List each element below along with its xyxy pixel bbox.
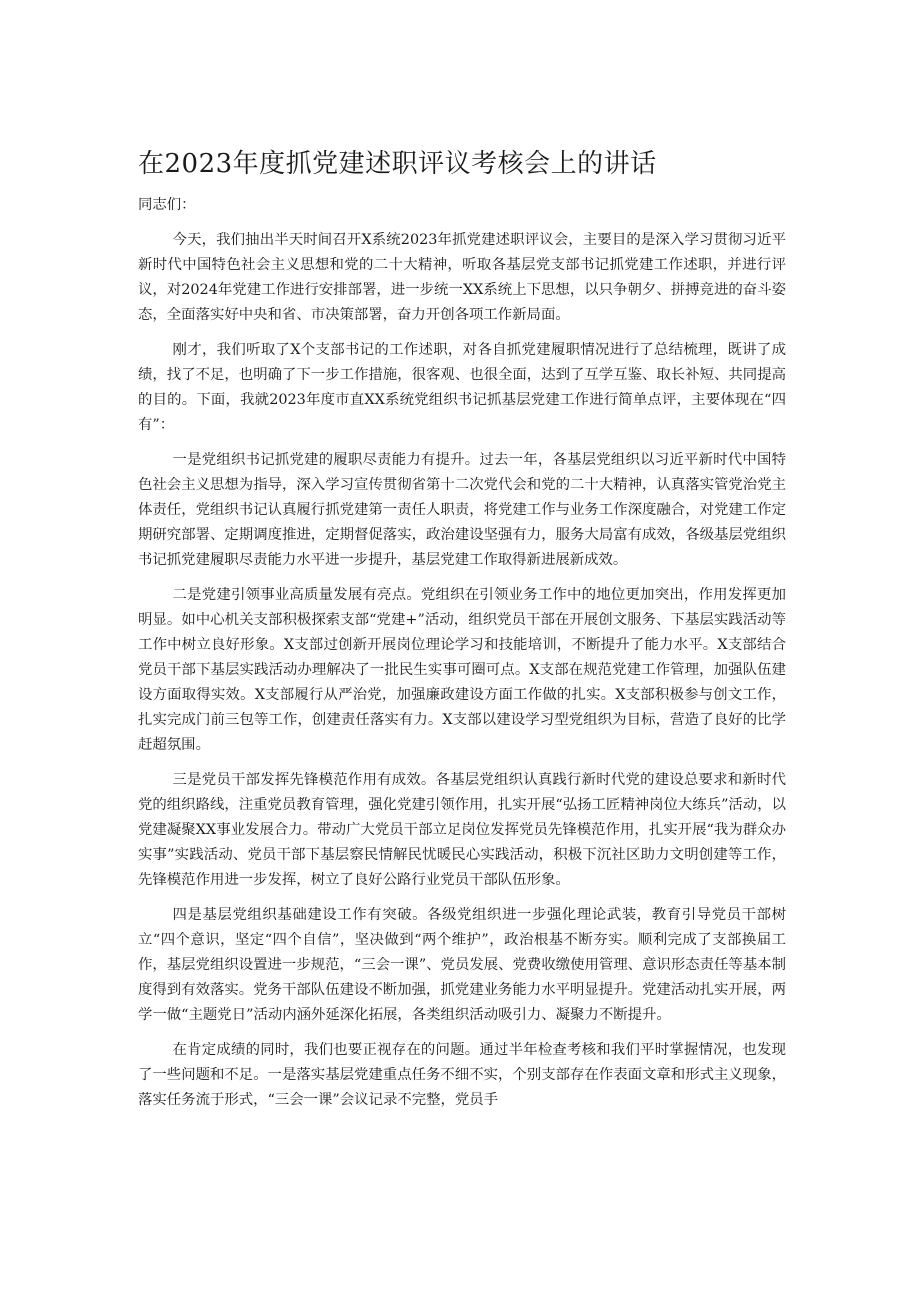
paragraph-point-one: 一是党组织书记抓党建的履职尽责能力有提升。过去一年，各基层党组织以习近平新时代中国特色社会主义思想为指导，深入学习宣传贯彻省第十二次党代会和党的二十大精神，认真落实管党治党主体责任，党组织书记认真履行抓党建第一责任人职责，将党建工作与业务工作深度融合，对党建工作定期研究部署、定期调度推进，定期督促落实，政治建设坚强有力，服务大局富有成效，各级基层党组织书记抓党建履职尽责能力水平进一步提升，基层党建工作取得新进展新成效。 [138, 452, 786, 568]
paragraph-review-summary: 刚才，我们听取了X个支部书记的工作述职，对各自抓党建履职情况进行了总结梳理，既讲了成绩，找了不足，也明确了下一步工作措施，很客观、也很全面，达到了互学互鉴、取长补短、共同提高的目的。下面，我就2023年度市直XX系统党组织书记抓基层党建工作进行简单点评，主要体现在“四有”： [138, 342, 786, 433]
salutation: 同志们： [138, 197, 196, 213]
paragraph-point-two: 二是党建引领事业高质量发展有亮点。党组织在引领业务工作中的地位更加突出，作用发挥更加明显。如中心机关支部积极探索支部“党建+”活动，组织党员干部在开展创文服务、下基层实践活动等工作中树立良好形象。X支部过创新开展岗位理论学习和技能培训，不断提升了能力水平。X支部结合党员干部下基层实践活动办理解决了一批民生实事可圈可点。X支部在规范党建工作管理，加强队伍建设方面取得实效。X支部履行从严治党，加强廉政建设方面工作做的扎实。X支部积极参与创文工作，扎实完成门前三包等工作，创建责任落实有力。X支部以建设学习型党组织为目标，营造了良好的比学赶超氛围。 [138, 587, 786, 753]
paragraph-opening: 今天，我们抽出半天时间召开X系统2023年抓党建述职评议会，主要目的是深入学习贯彻习近平新时代中国特色社会主义思想和党的二十大精神，听取各基层党支部书记抓党建工作述职，并进行评议，对2024年党建工作进行安排部署，进一步统一XX系统上下思想，以只争朝夕、拼搏竞进的奋斗姿态，全面落实好中央和省、市决策部署，奋力开创各项工作新局面。 [138, 232, 786, 323]
paragraph-problems: 在肯定成绩的同时，我们也要正视存在的问题。通过半年检查考核和我们平时掌握情况，也发现了一些问题和不足。一是落实基层党建重点任务不细不实，个别支部存在作表面文章和形式主义现象，落实任务流于形式，“三会一课”会议记录不完整，党员手 [138, 1042, 786, 1108]
paragraph-point-three: 三是党员干部发挥先锋模范作用有成效。各基层党组织认真践行新时代党的建设总要求和新时代党的组织路线，注重党员教育管理，强化党建引领作用，扎实开展“弘扬工匠精神岗位大练兵”活动，以党建凝聚XX事业发展合力。带动广大党员干部立足岗位发挥党员先锋模范作用，扎实开展“我为群众办实事”实践活动、党员干部下基层察民情解民忧暖民心实践活动，积极下沉社区助力文明创建等工作，先锋模范作用进一步发挥，树立了良好公路行业党员干部队伍形象。 [138, 772, 786, 888]
paragraph-point-four: 四是基层党组织基础建设工作有突破。各级党组织进一步强化理论武装，教育引导党员干部树立“四个意识，坚定“四个自信”，坚决做到“两个维护”，政治根基不断夯实。顺利完成了支部换届工作，基层党组织设置进一步规范，“三会一课”、党员发展、党费收缴使用管理、意识形态责任等基本制度得到有效落实。党务干部队伍建设不断加强，抓党建业务能力水平明显提升。党建活动扎实开展，两学一做“主题党日”活动内涵外延深化拓展，各类组织活动吸引力、凝聚力不断提升。 [138, 907, 786, 1023]
document-title: 在2023年度抓党建述职评议考核会上的讲话 [138, 149, 657, 179]
document-body [138, 193, 786, 1123]
